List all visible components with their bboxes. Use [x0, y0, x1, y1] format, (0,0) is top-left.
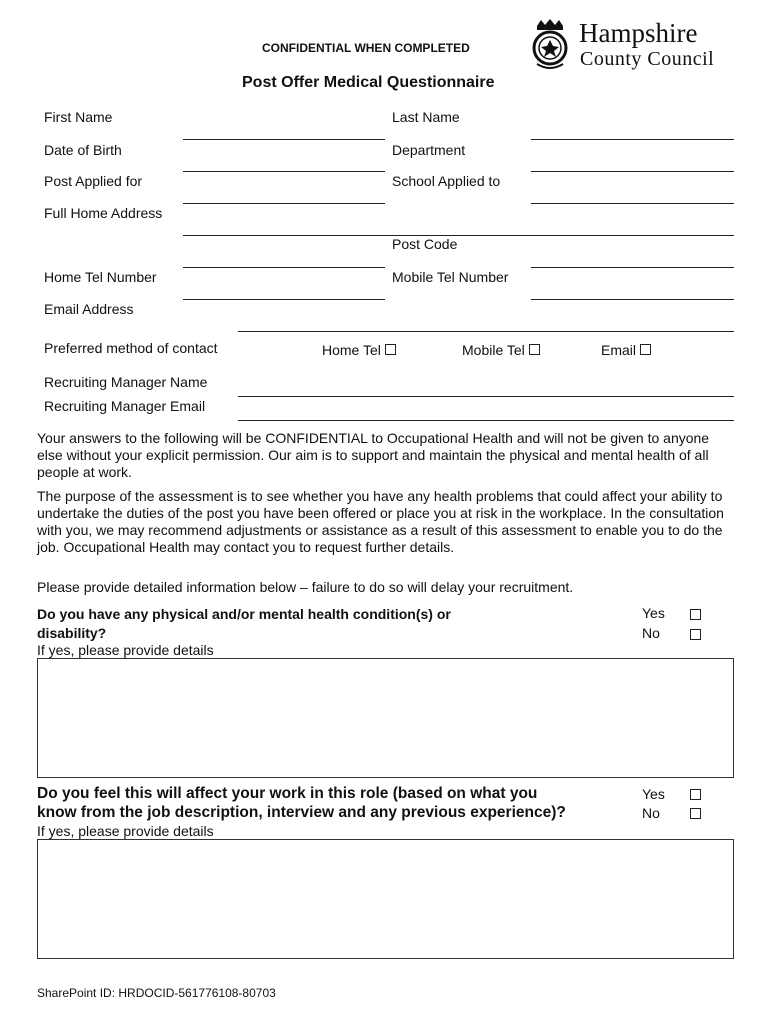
mobile-tel-label: Mobile Tel Number: [392, 269, 509, 285]
preferred-contact-label: Preferred method of contact: [44, 340, 218, 356]
first-name-field[interactable]: [183, 139, 385, 140]
page-title: Post Offer Medical Questionnaire: [242, 74, 495, 91]
question-2-yes-label: Yes: [642, 786, 665, 802]
mobile-tel-field[interactable]: [531, 299, 734, 300]
sharepoint-id: SharePoint ID: HRDOCID-561776108-80703: [37, 986, 276, 1000]
first-name-label: First Name: [44, 109, 113, 125]
question-1-no-label: No: [642, 625, 660, 641]
post-applied-field[interactable]: [183, 203, 385, 204]
crest-icon: [529, 18, 571, 72]
school-applied-field[interactable]: [531, 203, 734, 204]
home-address-field-1[interactable]: [183, 235, 734, 236]
confidential-notice: CONFIDENTIAL WHEN COMPLETED: [262, 41, 470, 55]
question-2-details-box[interactable]: [37, 839, 734, 959]
home-tel-label: Home Tel Number: [44, 269, 157, 285]
hampshire-logo: [527, 18, 737, 74]
email-checkbox[interactable]: [640, 344, 651, 355]
home-tel-field[interactable]: [183, 299, 385, 300]
home-tel-option-label: Home Tel: [322, 342, 381, 358]
question-2-line-2: know from the job description, interview and any previous experience)?: [37, 804, 566, 821]
post-code-field[interactable]: [531, 267, 734, 268]
question-1-line-2: disability?: [37, 625, 107, 641]
email-option[interactable]: [601, 342, 651, 358]
question-1-yes-label: Yes: [642, 605, 665, 621]
email-option-label: Email: [601, 342, 637, 358]
question-2-line-1: Do you feel this will affect your work in this role (based on what you: [37, 785, 538, 802]
purpose-paragraph: The purpose of the assessment is to see whether you have any health problems that could affect your ability to undertake the duties of the post you have been offered or place you at risk in the workplace. In the consultation with you, we may recommend adjustments or assistance as a result of this assessment to enable you to do the job. Occupational Health may contact you to request further details.: [37, 488, 724, 555]
school-applied-label: School Applied to: [392, 173, 501, 189]
mobile-tel-option[interactable]: [462, 342, 540, 358]
instructions-paragraph: Please provide detailed information below – failure to do so will delay your recruitment.: [37, 579, 574, 595]
confidential-paragraph: Your answers to the following will be CONFIDENTIAL to Occupational Health and will not be given to anyone else without your explicit permission. Our aim is to support and maintain the physical and mental health of all people at work.: [37, 430, 710, 480]
email-field[interactable]: [238, 331, 734, 332]
post-code-label: Post Code: [392, 236, 458, 252]
department-field[interactable]: [531, 171, 734, 172]
home-address-label: Full Home Address: [44, 205, 163, 221]
last-name-label: Last Name: [392, 109, 460, 125]
dob-field[interactable]: [183, 171, 385, 172]
question-2-no-label: No: [642, 805, 660, 821]
question-1-no-checkbox[interactable]: [690, 629, 701, 640]
question-1-line-1: Do you have any physical and/or mental health condition(s) or: [37, 606, 451, 622]
dob-label: Date of Birth: [44, 142, 122, 158]
home-tel-checkbox[interactable]: [385, 344, 396, 355]
logo-county-council: County Council: [580, 48, 715, 70]
question-1-details-label: If yes, please provide details: [37, 642, 214, 658]
question-2-details-label: If yes, please provide details: [37, 823, 214, 839]
question-2-no-checkbox[interactable]: [690, 808, 701, 819]
manager-email-label: Recruiting Manager Email: [44, 398, 206, 414]
last-name-field[interactable]: [531, 139, 734, 140]
question-2-yes-checkbox[interactable]: [690, 789, 701, 800]
logo-hampshire: Hampshire: [579, 18, 698, 48]
email-label: Email Address: [44, 301, 134, 317]
question-1-details-box[interactable]: [37, 658, 734, 778]
home-tel-option[interactable]: [322, 342, 396, 358]
mobile-tel-option-label: Mobile Tel: [462, 342, 525, 358]
manager-name-field[interactable]: [238, 396, 734, 397]
manager-email-field[interactable]: [238, 420, 734, 421]
manager-name-label: Recruiting Manager Name: [44, 374, 208, 390]
post-applied-label: Post Applied for: [44, 173, 143, 189]
department-label: Department: [392, 142, 466, 158]
mobile-tel-checkbox[interactable]: [529, 344, 540, 355]
home-address-field-2[interactable]: [183, 267, 385, 268]
question-1-yes-checkbox[interactable]: [690, 609, 701, 620]
